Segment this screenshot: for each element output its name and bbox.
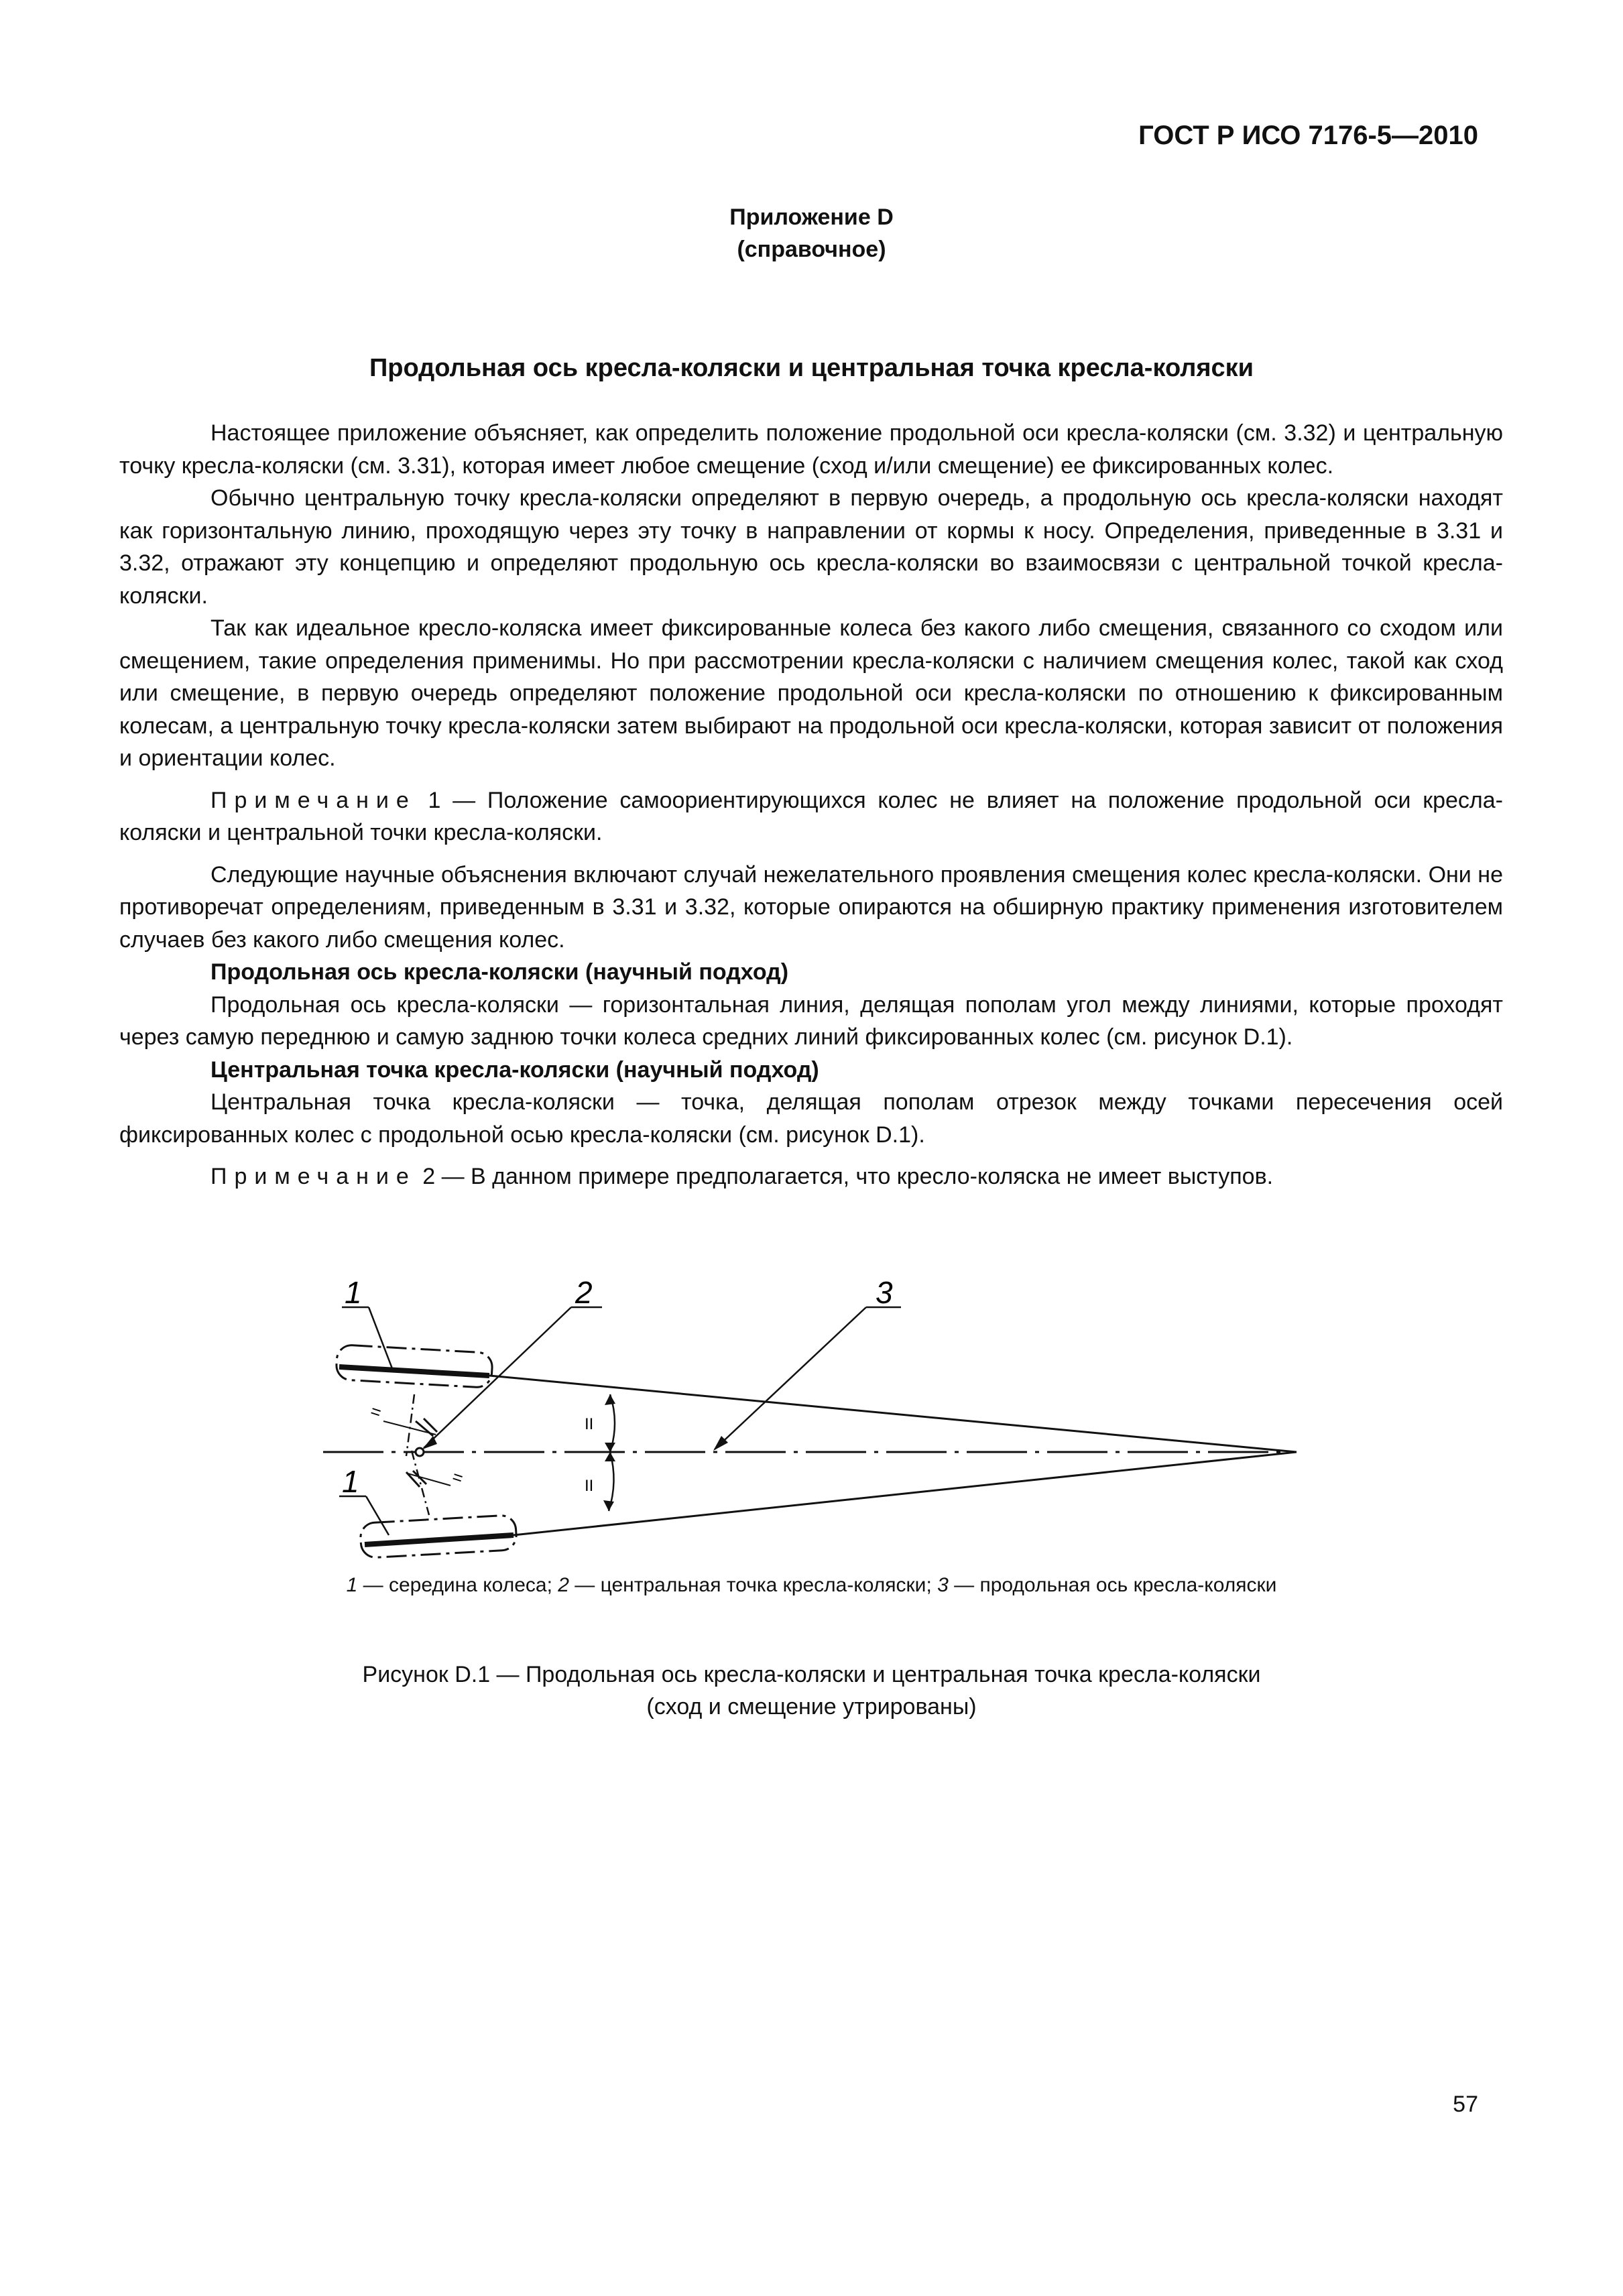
note-label: Примечание	[211, 787, 416, 813]
paragraph: Так как идеальное кресло-коляска имеет фиксированные колеса без какого либо смещения, связанного со сходом или смещением, такие определения применимы. Но при рассмотрении кресла-коляски с наличием смещения колес, такой как сход или смещение, в первую очередь определяют положение продольной оси кресла-коляски по отношению к фиксированным колесам, а центральную точку кресла-коляски затем выбирают на продольной оси кресла-коляски, которая зависит от положения и ориентации колес.	[119, 615, 1503, 771]
paragraph: Обычно центральную точку кресла-коляски определяют в первую очередь, а продольную ось кресла-коляски находят как горизонтальную линию, проходящую через эту точку в направлении от кормы к носу. Определения, приведенные в 3.31 и 3.32, отражают эту концепцию и определяют продольную ось кресла-коляски во взаимосвязи с центральной точкой кресла-коляски.	[119, 485, 1503, 609]
bottom-wheel-line	[514, 1452, 1297, 1535]
figure-legend	[0, 1574, 1623, 1597]
legend-number: 2	[558, 1574, 569, 1596]
hatch-mark-bottom: =	[449, 1466, 466, 1489]
section-title: Продольная ось кресла-коляски и центральная точка кресла-коляски	[369, 354, 1254, 382]
body-text	[119, 417, 1503, 1203]
legend-text: — продольная ось кресла-коляски	[948, 1574, 1277, 1596]
callout-3: 3	[876, 1275, 893, 1310]
top-wheel-line	[489, 1376, 1297, 1452]
bottom-wheel	[360, 1515, 518, 1559]
paragraph: Настоящее приложение объясняет, как определить положение продольной оси кресла-коляски (см. 3.32) и центральную точку кресла-коляски (см. 3.31), которая имеет любое смещение (сход и/или смещение) ее фиксированных колес.	[119, 420, 1503, 479]
callout-1-bottom: 1	[342, 1464, 359, 1499]
subheading: Центральная точка кресла-коляски (научный подход)	[211, 1056, 819, 1083]
top-wheel	[336, 1345, 493, 1388]
legend-number: 3	[937, 1574, 949, 1596]
callout-2: 2	[575, 1275, 593, 1310]
annex-heading	[0, 201, 1623, 265]
subheading: Продольная ось кресла-коляски (научный подход)	[211, 959, 789, 985]
annex-subtitle: (справочное)	[737, 237, 886, 262]
note-2	[119, 1160, 1503, 1193]
legend-text: — центральная точка кресла-коляски;	[568, 1574, 938, 1596]
figure-caption	[0, 1658, 1623, 1723]
callout-1-top: 1	[345, 1275, 362, 1310]
equal-mark-bottom: II	[585, 1477, 594, 1495]
caption-line: Рисунок D.1 — Продольная ось кресла-коляски и центральная точка кресла-коляски	[362, 1662, 1261, 1687]
note-text: 2 — В данном примере предполагается, что кресло-коляска не имеет выступов.	[416, 1164, 1274, 1189]
hatch-mark-top: =	[367, 1400, 384, 1423]
equal-mark-top: II	[585, 1415, 594, 1433]
page-number: 57	[1453, 2092, 1478, 2117]
figure-d1	[295, 1260, 1327, 1569]
legend-text: — середина колеса;	[357, 1574, 558, 1596]
paragraph: Центральная точка кресла-коляски — точка, делящая пополам отрезок между точками пересечения осей фиксированных колес с продольной осью кресла-коляски (см. рисунок D.1).	[119, 1089, 1503, 1148]
caption-line: (сход и смещение утрированы)	[646, 1694, 977, 1719]
standard-designation: ГОСТ Р ИСО 7176-5—2010	[1138, 121, 1478, 150]
wheelchair-axis-diagram	[295, 1260, 1327, 1569]
legend-number: 1	[346, 1574, 358, 1596]
note-text: 1 — Положение самоориентирующихся колес не влияет на положение продольной оси кресла-коляски и центральной точки кресла-коляски.	[119, 787, 1503, 845]
annex-title: Приложение D	[729, 204, 894, 230]
paragraph: Продольная ось кресла-коляски — горизонтальная линия, делящая пополам угол между линиями, которые проходят через самую переднюю и самую заднюю точки колеса средних линий фиксированных колес (см. рисунок D.1).	[119, 991, 1503, 1050]
note-1	[119, 784, 1503, 849]
note-label: Примечание	[211, 1164, 416, 1189]
paragraph: Следующие научные объяснения включают случай нежелательного проявления смещения колес кресла-коляски. Они не противоречат определениям, приведенным в 3.31 и 3.32, которые опираются на обширную практику применения изготовителем случаев без какого либо смещения колес.	[119, 861, 1503, 953]
top-wheel-axis	[406, 1394, 414, 1456]
